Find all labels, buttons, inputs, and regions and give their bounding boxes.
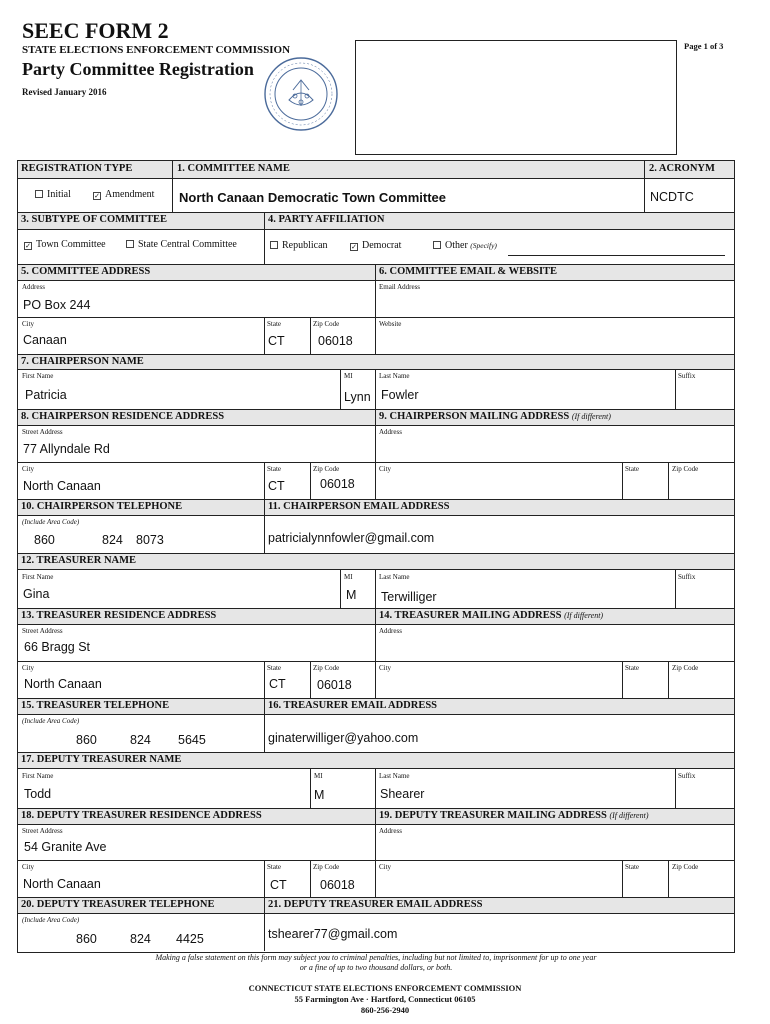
chair-mailing-city-sublabel: City [379,465,392,473]
chair-mailing-address-sublabel: Address [379,428,402,436]
chair-street-value[interactable]: 77 Allyndale Rd [23,442,110,456]
registration-type-label: REGISTRATION TYPE [21,163,133,174]
dep-phone-prefix[interactable]: 824 [130,932,151,946]
dep-street-value[interactable]: 54 Granite Ave [24,840,107,854]
warning-line-1: Making a false statement on this form may subject you to criminal penalties, including but not limited to, imprisonment for up to one year [155,953,597,962]
dep-mailing-address-sublabel: Address [379,827,402,835]
dep-last-sublabel: Last Name [379,772,410,780]
republican-label: Republican [282,240,328,251]
dep-mailing-note: (If different) [609,811,649,820]
acronym-label: 2. ACRONYM [649,163,715,174]
footer-phone: 860-256-2940 [360,1005,410,1015]
treas-mailing-label [379,610,603,621]
chair-city-sublabel: City [22,465,35,473]
revised-date: Revised January 2016 [22,87,107,97]
subtype-label: 3. SUBTYPE OF COMMITTEE [21,214,168,225]
treas-email-value[interactable]: ginaterwilliger@yahoo.com [268,731,419,745]
dep-mi-value[interactable]: M [314,788,325,802]
committee-address-label: 5. COMMITTEE ADDRESS [21,266,151,277]
dep-mi-sublabel: MI [314,772,323,780]
chair-phone-label: 10. CHAIRPERSON TELEPHONE [21,501,183,512]
committee-address-sublabel: Address [22,283,45,291]
chair-phone-prefix[interactable]: 824 [102,533,123,547]
dep-phone-line[interactable]: 4425 [176,932,204,946]
chair-state-value[interactable]: CT [268,479,285,493]
treas-mailing-address-sublabel: Address [379,627,402,635]
amendment-checkbox-box[interactable]: ✓ [94,192,100,200]
treas-phone-line[interactable]: 5645 [178,733,206,747]
chair-mailing-label [379,411,611,422]
agency-name: STATE ELECTIONS ENFORCEMENT COMMISSION [22,44,291,56]
dep-state-sublabel: State [267,863,281,871]
committee-city-value[interactable]: Canaan [23,333,67,347]
initial-checkbox-box[interactable] [35,190,43,198]
committee-state-sublabel: State [267,320,281,328]
chair-state-sublabel: State [267,465,281,473]
treas-mi-value[interactable]: M [346,588,357,602]
receipt-stamp-box [355,40,677,155]
chair-suffix-sublabel: Suffix [678,372,696,380]
chair-zip-sublabel: Zip Code [313,465,340,473]
footer-agency: CONNECTICUT STATE ELECTIONS ENFORCEMENT COMMISSION [248,983,522,993]
other-specify-note: (Specify) [470,241,497,250]
dep-state-value[interactable]: CT [270,878,287,892]
town-committee-checkbox-box[interactable]: ✓ [25,242,31,250]
chair-mi-sublabel: MI [344,372,353,380]
form-title: Party Committee Registration [22,59,254,79]
treas-zip-value[interactable]: 06018 [317,678,352,692]
chair-city-value[interactable]: North Canaan [23,479,101,493]
acronym-value[interactable]: NCDTC [650,190,694,204]
treas-mailing-city-sublabel: City [379,664,392,672]
town-committee-checkbox[interactable] [24,239,106,250]
chair-first-value[interactable]: Patricia [25,388,67,402]
town-committee-label: Town Committee [36,239,106,250]
form-id: SEEC FORM 2 [22,18,169,43]
treas-suffix-sublabel: Suffix [678,573,696,581]
committee-email-sublabel: Email Address [379,283,421,291]
other-party-specify-line [508,255,725,256]
amendment-checkbox[interactable] [93,189,154,200]
state-central-checkbox-box[interactable] [126,240,134,248]
committee-address-value[interactable]: PO Box 244 [23,298,91,312]
dep-mailing-zip-sublabel: Zip Code [672,863,699,871]
democrat-label: Democrat [362,240,402,251]
dep-first-sublabel: First Name [22,772,54,780]
treas-last-sublabel: Last Name [379,573,410,581]
treas-street-sublabel: Street Address [22,627,63,635]
dep-suffix-sublabel: Suffix [678,772,696,780]
dep-last-value[interactable]: Shearer [380,787,425,801]
committee-email-label: 6. COMMITTEE EMAIL & WEBSITE [379,266,558,277]
treas-first-value[interactable]: Gina [23,587,50,601]
treas-residence-label: 13. TREASURER RESIDENCE ADDRESS [21,610,217,621]
chair-zip-value[interactable]: 06018 [320,477,355,491]
chair-phone-area[interactable]: 860 [34,533,55,547]
committee-name-label: 1. COMMITTEE NAME [177,163,290,174]
chair-street-sublabel: Street Address [22,428,63,436]
treas-city-value[interactable]: North Canaan [24,677,102,691]
dep-zip-sublabel: Zip Code [313,863,340,871]
chair-phone-line[interactable]: 8073 [136,533,164,547]
treas-state-value[interactable]: CT [269,677,286,691]
committee-website-sublabel: Website [379,320,402,328]
dep-city-sublabel: City [22,863,35,871]
state-central-label: State Central Committee [138,239,237,250]
chair-mailing-state-sublabel: State [625,465,639,473]
chair-email-value[interactable]: patricialynnfowler@gmail.com [268,531,435,545]
dep-residence-label: 18. DEPUTY TREASURER RESIDENCE ADDRESS [21,810,262,821]
treas-phone-prefix[interactable]: 824 [130,733,151,747]
republican-checkbox[interactable] [270,240,328,251]
chair-name-label: 7. CHAIRPERSON NAME [21,356,144,367]
chair-first-sublabel: First Name [22,372,54,380]
treas-zip-sublabel: Zip Code [313,664,340,672]
treas-mailing-title: 14. TREASURER MAILING ADDRESS [379,610,562,621]
dep-zip-value[interactable]: 06018 [320,878,355,892]
treas-mailing-zip-sublabel: Zip Code [672,664,699,672]
footer-address: 55 Farmington Ave · Hartford, Connecticut 06105 [294,994,476,1004]
treas-city-sublabel: City [22,664,35,672]
page-number: Page 1 of 3 [684,41,724,51]
chair-phone-note: (Include Area Code) [22,518,80,526]
chair-mailing-note: (If different) [571,412,611,421]
treas-street-value[interactable]: 66 Bragg St [24,640,91,654]
chair-last-value[interactable]: Fowler [381,388,419,402]
treas-mailing-state-sublabel: State [625,664,639,672]
committee-name-value[interactable]: North Canaan Democratic Town Committee [179,190,447,205]
treas-mailing-note: (If different) [564,611,604,620]
chair-mailing-zip-sublabel: Zip Code [672,465,699,473]
chair-mi-value[interactable]: Lynn [344,390,371,404]
party-affiliation-label: 4. PARTY AFFILIATION [268,214,385,225]
committee-zip-sublabel: Zip Code [313,320,340,328]
treas-email-label: 16. TREASURER EMAIL ADDRESS [268,700,438,711]
treas-first-sublabel: First Name [22,573,54,581]
dep-email-value[interactable]: tshearer77@gmail.com [268,927,398,941]
treas-mi-sublabel: MI [344,573,353,581]
democrat-checkbox[interactable] [350,240,401,251]
dep-first-value[interactable]: Todd [24,787,52,801]
initial-checkbox[interactable] [35,189,71,200]
state-seal [263,56,339,132]
dep-mailing-title: 19. DEPUTY TREASURER MAILING ADDRESS [379,810,607,821]
dep-city-value[interactable]: North Canaan [23,877,101,891]
initial-label: Initial [47,189,71,200]
dep-mailing-city-sublabel: City [379,863,392,871]
amendment-label: Amendment [105,189,155,200]
chair-email-label: 11. CHAIRPERSON EMAIL ADDRESS [268,501,450,512]
treas-name-label: 12. TREASURER NAME [21,555,137,566]
dep-phone-label: 20. DEPUTY TREASURER TELEPHONE [21,899,215,910]
chair-residence-label: 8. CHAIRPERSON RESIDENCE ADDRESS [21,411,225,422]
other-party-label: Other [445,240,468,251]
dep-phone-area[interactable]: 860 [76,932,97,946]
democrat-checkbox-box[interactable]: ✓ [351,243,357,251]
other-party-checkbox-box[interactable] [433,241,441,249]
dep-street-sublabel: Street Address [22,827,63,835]
committee-state-value[interactable]: CT [268,334,285,348]
treas-last-value[interactable]: Terwilliger [381,590,437,604]
committee-city-sublabel: City [22,320,35,328]
false-statement-warning [17,953,735,973]
committee-zip-value[interactable]: 06018 [318,334,353,348]
republican-checkbox-box[interactable] [270,241,278,249]
other-party-checkbox[interactable] [433,240,497,251]
treas-phone-note: (Include Area Code) [22,717,80,725]
footer [0,983,770,1016]
chair-mailing-title: 9. CHAIRPERSON MAILING ADDRESS [379,411,570,422]
dep-email-label: 21. DEPUTY TREASURER EMAIL ADDRESS [268,899,483,910]
warning-line-2: or a fine of up to two thousand dollars, or both. [299,963,453,972]
chair-last-sublabel: Last Name [379,372,410,380]
treas-phone-area[interactable]: 860 [76,733,97,747]
dep-mailing-label [379,810,649,821]
treas-phone-label: 15. TREASURER TELEPHONE [21,700,170,711]
treas-state-sublabel: State [267,664,281,672]
state-central-checkbox[interactable] [126,239,237,250]
dep-phone-note: (Include Area Code) [22,916,80,924]
dep-mailing-state-sublabel: State [625,863,639,871]
dep-name-label: 17. DEPUTY TREASURER NAME [21,754,182,765]
